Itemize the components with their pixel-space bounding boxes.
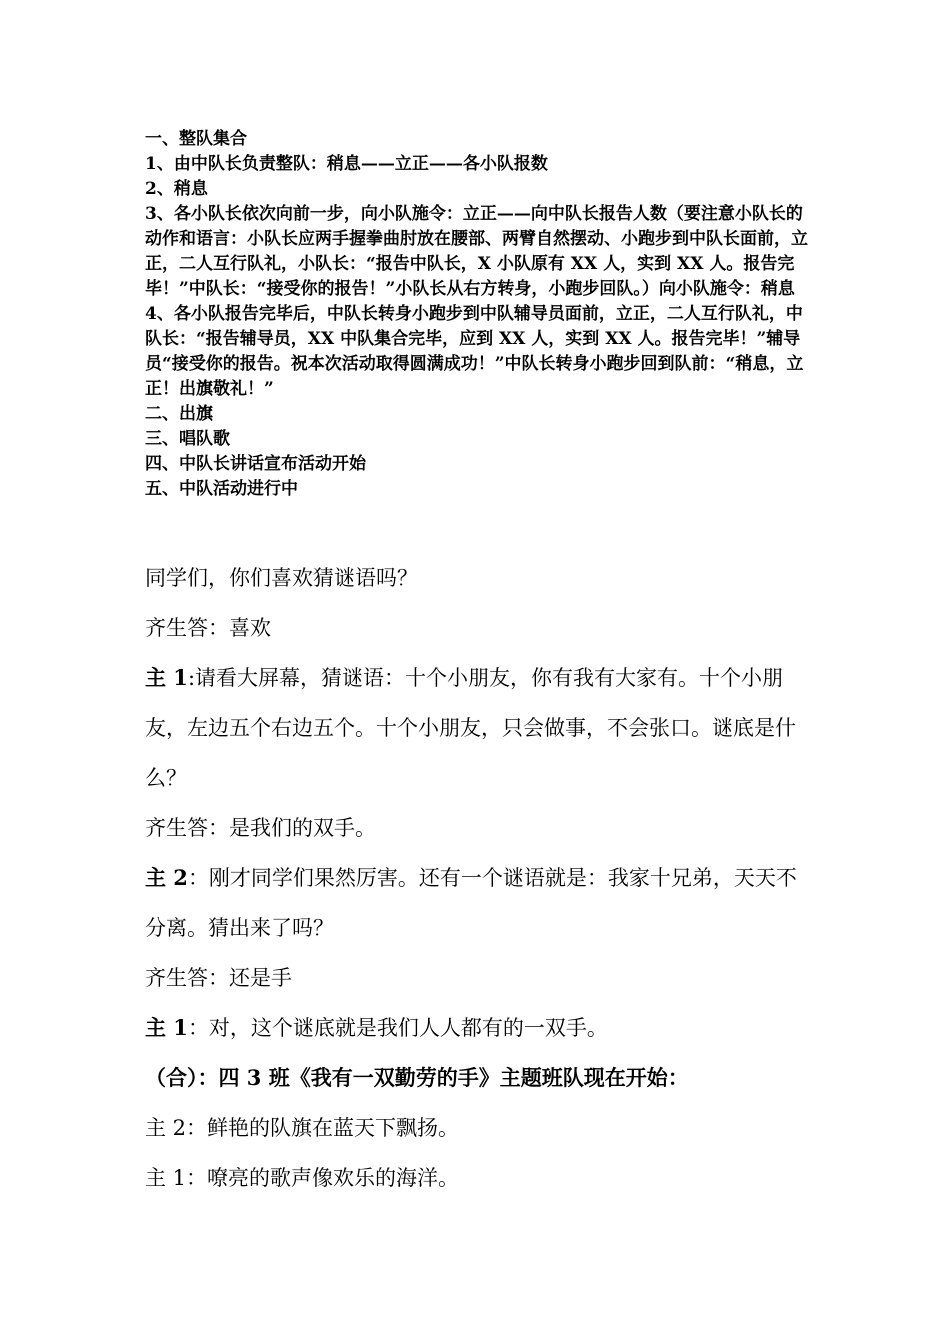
script-line-answer-2: 齐生答：是我们的双手。 [145,816,376,840]
speech-text: ：刚才同学们果然厉害。还有一个谜语就是：我家十兄弟，天天不分离。猜出来了吗？ [145,866,797,940]
outline-heading-2: 二、出旗 [145,404,213,424]
speech-text: :请看大屏幕，猜谜语：十个小朋友，你有我有大家有。十个小朋友，左边五个右边五个。十个小朋友，只会做事，不会张口。谜底是什么？ [145,666,796,790]
outline-item-4: 4、各小队报告完毕后，中队长转身小跑步到中队辅导员面前，立正，二人互行队礼，中队长：“报告辅导员，XX 中队集合完毕，应到 XX 人，实到 XX 人。报告完毕！”辅导员“接受你的报告。祝本次活动取得圆满成功！”中队长转身小跑步回到队前：“稍息，立正！出旗敬礼！” [145,304,804,399]
speech-text: ：对，这个谜底就是我们人人都有的一双手。 [187,1016,608,1040]
script-line-host2-riddle [145,853,810,953]
outline-heading-1: 一、整队集合 [145,129,247,149]
script-line-answer-3: 齐生答：还是手 [145,966,292,990]
outline-heading-5: 五、中队活动进行中 [145,479,298,499]
outline-heading-3: 三、唱队歌 [145,429,230,449]
speaker-label: 主 2 [145,865,188,890]
outline-heading-4: 四、中队长讲话宣布活动开始 [145,454,366,474]
outline-item-1: 1、由中队长负责整队：稍息——立正——各小队报数 [145,154,548,174]
script-line-host1-song: 主 1：嘹亮的歌声像欢乐的海洋。 [145,1166,460,1190]
program-outline [145,127,810,502]
activity-script [145,553,810,1203]
speaker-label: 主 1 [145,665,188,690]
outline-item-3: 3、各小队长依次向前一步，向小队施令：立正——向中队长报告人数（要注意小队长的动作和语言：小队长应两手握拳曲肘放在腰部、两臂自然摆动、小跑步到中队长面前，立正，二人互行队礼，小队长：“报告中队长，X 小队原有 XX 人，实到 XX 人。报告完毕！”中队长：“接受你的报告！”小队长从右方转身，小跑步回队。）向小队施令：稍息 [145,204,808,299]
script-line-joint-opening: （合）：四 3 班《我有一双勤劳的手》主题班队现在开始： [145,1065,689,1090]
script-line-host2-flag: 主 2：鲜艳的队旗在蓝天下飘扬。 [145,1116,460,1140]
speaker-label: 主 1 [145,1015,188,1040]
script-line-question: 同学们，你们喜欢猜谜语吗？ [145,566,418,590]
script-line-host1-reveal [145,1003,810,1053]
script-line-answer-1: 齐生答：喜欢 [145,616,271,640]
script-line-host1-riddle [145,653,810,803]
outline-item-2: 2、稍息 [145,179,208,199]
